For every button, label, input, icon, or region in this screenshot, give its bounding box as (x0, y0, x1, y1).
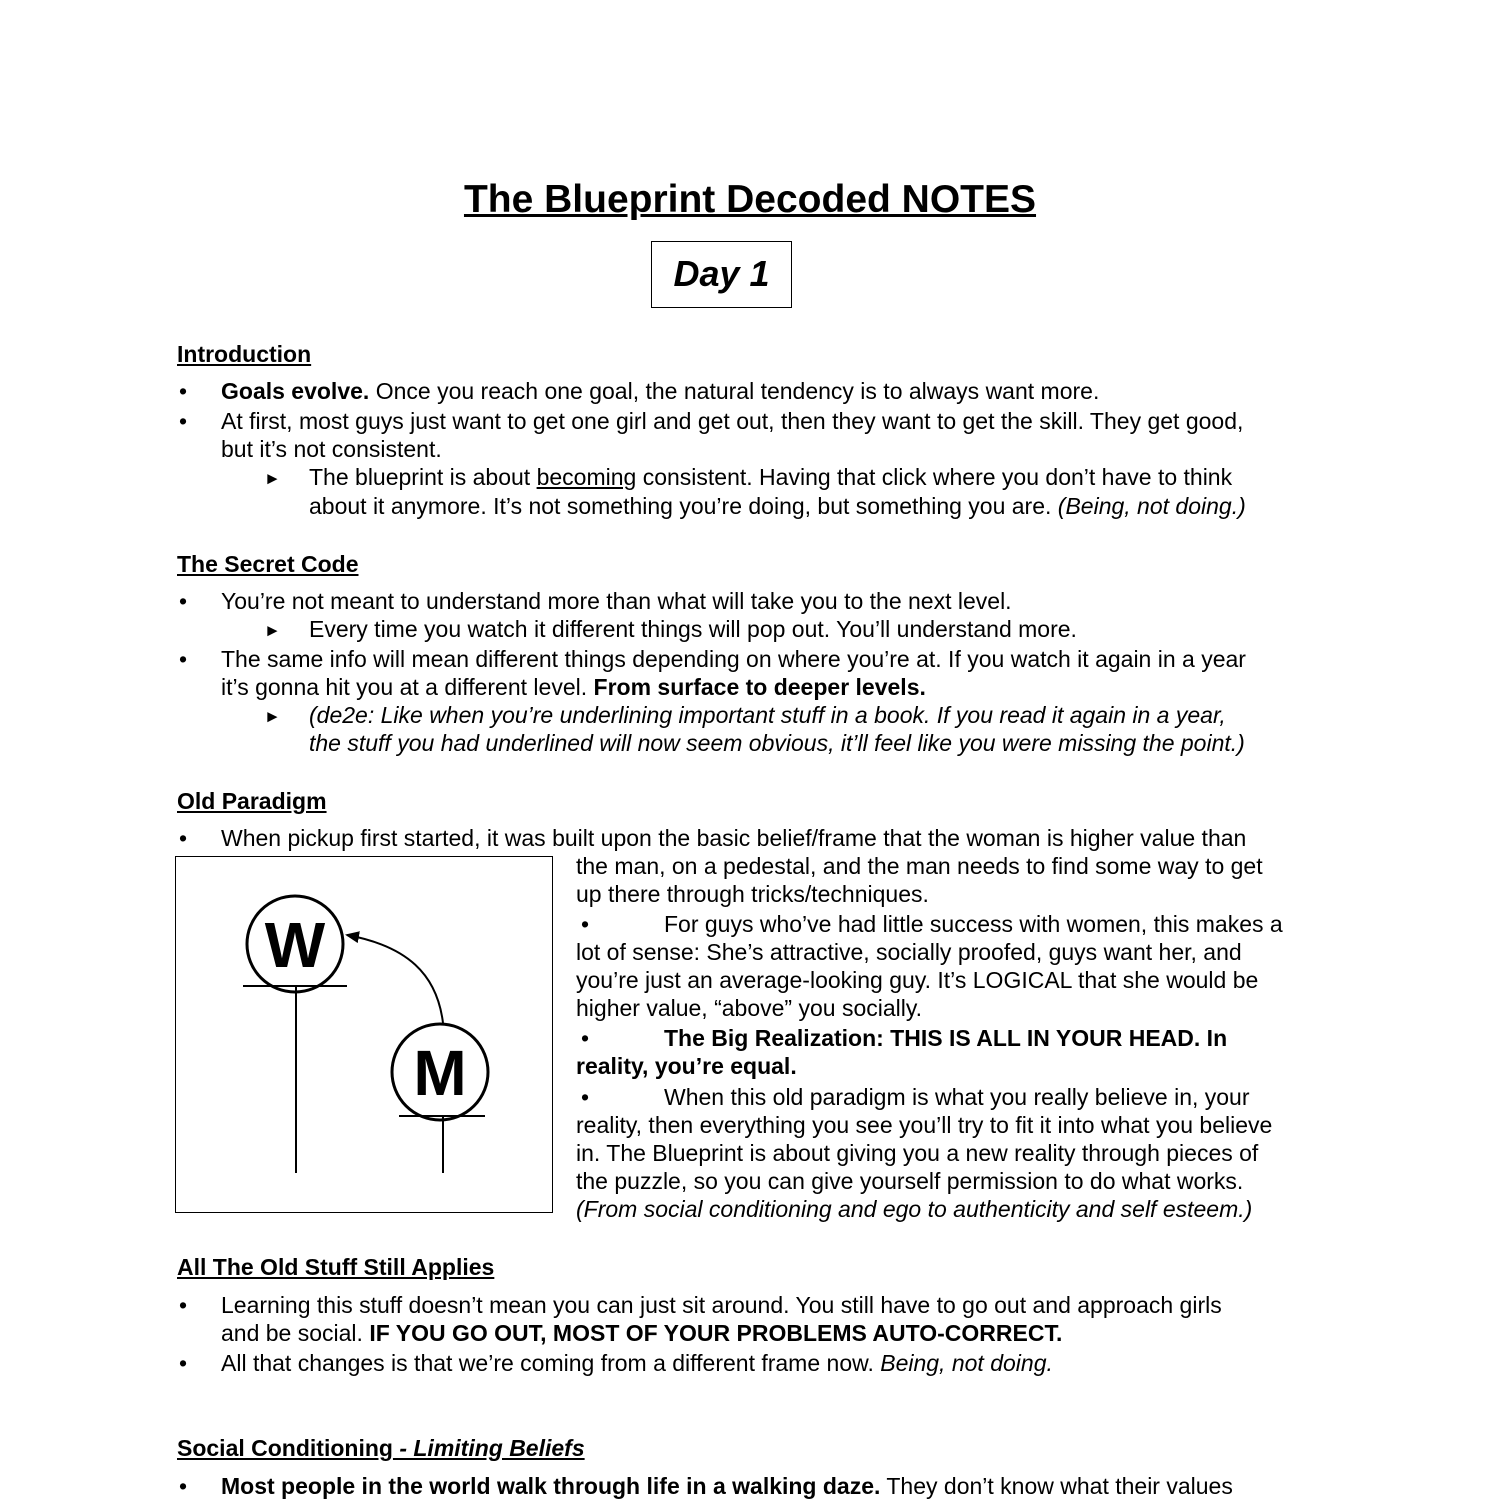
section-heading-old-stuff: All The Old Stuff Still Applies (177, 1254, 495, 1280)
bullet-icon: • (580, 911, 590, 937)
bullet-icon: • (178, 588, 188, 614)
social-bullet-1-text: They don’t know what their values (880, 1473, 1233, 1499)
paradigm-bullet-4-line-2: reality, then everything you see you’ll try to fit it into what you believe (576, 1112, 1273, 1138)
bullet-icon: • (178, 825, 188, 851)
old-stuff-bullet-1-text: and be social. (221, 1320, 370, 1346)
intro-bullet-1 (221, 377, 1099, 406)
page-title: The Blueprint Decoded NOTES (463, 178, 1037, 221)
upward-arrow (347, 935, 443, 1023)
bullet-icon: • (580, 1025, 590, 1051)
man-figure (392, 1024, 488, 1173)
paradigm-bullet-1-line-1: When pickup first started, it was built upon the basic belief/frame that the woman is higher value than (221, 825, 1247, 851)
old-stuff-bullet-2-italic: Being, not doing. (880, 1350, 1053, 1376)
intro-sub-1-text-post: consistent. Having that click where you don’t have to think (636, 464, 1233, 490)
paradigm-bullet-2-line-4: higher value, “above” you socially. (576, 995, 923, 1021)
paradigm-diagram (175, 856, 553, 1213)
secret-bullet-1: You’re not meant to understand more than what will take you to the next level. (221, 588, 1012, 614)
intro-sub-1-text: The blueprint is about (309, 464, 537, 490)
bullet-icon: • (178, 1292, 188, 1318)
section-heading-social-conditioning (177, 1434, 585, 1463)
bullet-icon: • (178, 1473, 188, 1499)
secret-sub-2-line-1: (de2e: Like when you’re underlining important stuff in a book. If you read it again in a year, (309, 702, 1226, 728)
paradigm-bullet-3-line-1: The Big Realization: THIS IS ALL IN YOUR HEAD. In (664, 1025, 1228, 1051)
paradigm-bullet-1-line-2: the man, on a pedestal, and the man needs to find some way to get (576, 853, 1263, 879)
arrow-bullet-icon: ► (264, 469, 281, 488)
secret-bullet-2-text: it’s gonna hit you at a different level. (221, 674, 594, 700)
section-heading-old-paradigm: Old Paradigm (177, 788, 327, 814)
secret-sub-2-line-2: the stuff you had underlined will now seem obvious, it’ll feel like you were missing the point.) (309, 730, 1245, 756)
bullet-icon: • (178, 408, 188, 434)
old-stuff-bullet-2 (221, 1349, 1053, 1378)
woman-label: W (264, 908, 325, 981)
day-label-box: Day 1 (651, 241, 792, 308)
paradigm-bullet-2-line-2: lot of sense: She’s attractive, socially proofed, guys want her, and (576, 939, 1242, 965)
social-heading-text: Social Conditioning (177, 1435, 393, 1461)
section-heading-secret-code: The Secret Code (177, 551, 359, 577)
paradigm-bullet-4-line-1: When this old paradigm is what you really believe in, your (664, 1084, 1250, 1110)
social-bullet-1-bold: Most people in the world walk through life in a walking daze. (221, 1473, 881, 1499)
social-bullet-1 (221, 1472, 1233, 1501)
secret-sub-1: Every time you watch it different things will pop out. You’ll understand more. (309, 616, 1077, 642)
bullet-icon: • (178, 378, 188, 404)
bullet-icon: • (178, 646, 188, 672)
intro-sub-1-line-2 (309, 492, 1246, 521)
arrow-bullet-icon: ► (264, 707, 281, 726)
intro-sub-1-line-2-text: about it anymore. It’s not something you’re doing, but something you are. (309, 493, 1058, 519)
paradigm-bullet-1-line-3: up there through tricks/techniques. (576, 881, 929, 907)
intro-sub-1-underlined: becoming (536, 464, 637, 490)
intro-sub-1-line-1 (309, 463, 1232, 492)
secret-bullet-2-line-1: The same info will mean different things depending on where you’re at. If you watch it again in a year (221, 646, 1246, 672)
old-stuff-bullet-2-text: All that changes is that we’re coming from a different frame now. (221, 1350, 881, 1376)
section-heading-introduction: Introduction (177, 341, 312, 367)
social-heading-italic: - Limiting Beliefs (392, 1435, 585, 1461)
paradigm-bullet-2-line-1: For guys who’ve had little success with women, this makes a (664, 911, 1283, 937)
man-label: M (412, 1036, 467, 1109)
intro-bullet-1-bold: Goals evolve. (221, 378, 370, 404)
old-stuff-bullet-1-line-2 (221, 1319, 1062, 1348)
secret-bullet-2-bold: From surface to deeper levels. (593, 674, 926, 700)
secret-bullet-2-line-2 (221, 673, 926, 702)
paradigm-bullet-4-line-5: (From social conditioning and ego to authenticity and self esteem.) (576, 1196, 1253, 1222)
intro-bullet-2-line-2: but it’s not consistent. (221, 436, 442, 462)
intro-sub-1-italic: (Being, not doing.) (1057, 493, 1246, 519)
paradigm-bullet-2-line-3: you’re just an average-looking guy. It’s LOGICAL that she would be (576, 967, 1259, 993)
arrow-bullet-icon: ► (264, 621, 281, 640)
intro-bullet-1-text: Once you reach one goal, the natural tendency is to always want more. (369, 378, 1100, 404)
bullet-icon: • (580, 1084, 590, 1110)
paradigm-bullet-4-line-3: in. The Blueprint is about giving you a new reality through pieces of (576, 1140, 1259, 1166)
old-stuff-bullet-1-bold: IF YOU GO OUT, MOST OF YOUR PROBLEMS AUTO-CORRECT. (369, 1320, 1063, 1346)
bullet-icon: • (178, 1350, 188, 1376)
paradigm-diagram-svg (175, 856, 553, 1213)
paradigm-bullet-4-line-4: the puzzle, so you can give yourself permission to do what works. (576, 1168, 1244, 1194)
old-stuff-bullet-1-line-1: Learning this stuff doesn’t mean you can just sit around. You still have to go out and approach girls (221, 1292, 1222, 1318)
paradigm-bullet-3-line-2: reality, you’re equal. (576, 1053, 797, 1079)
woman-figure (243, 896, 347, 1173)
intro-bullet-2-line-1: At first, most guys just want to get one girl and get out, then they want to get the skill. They get good, (221, 408, 1244, 434)
